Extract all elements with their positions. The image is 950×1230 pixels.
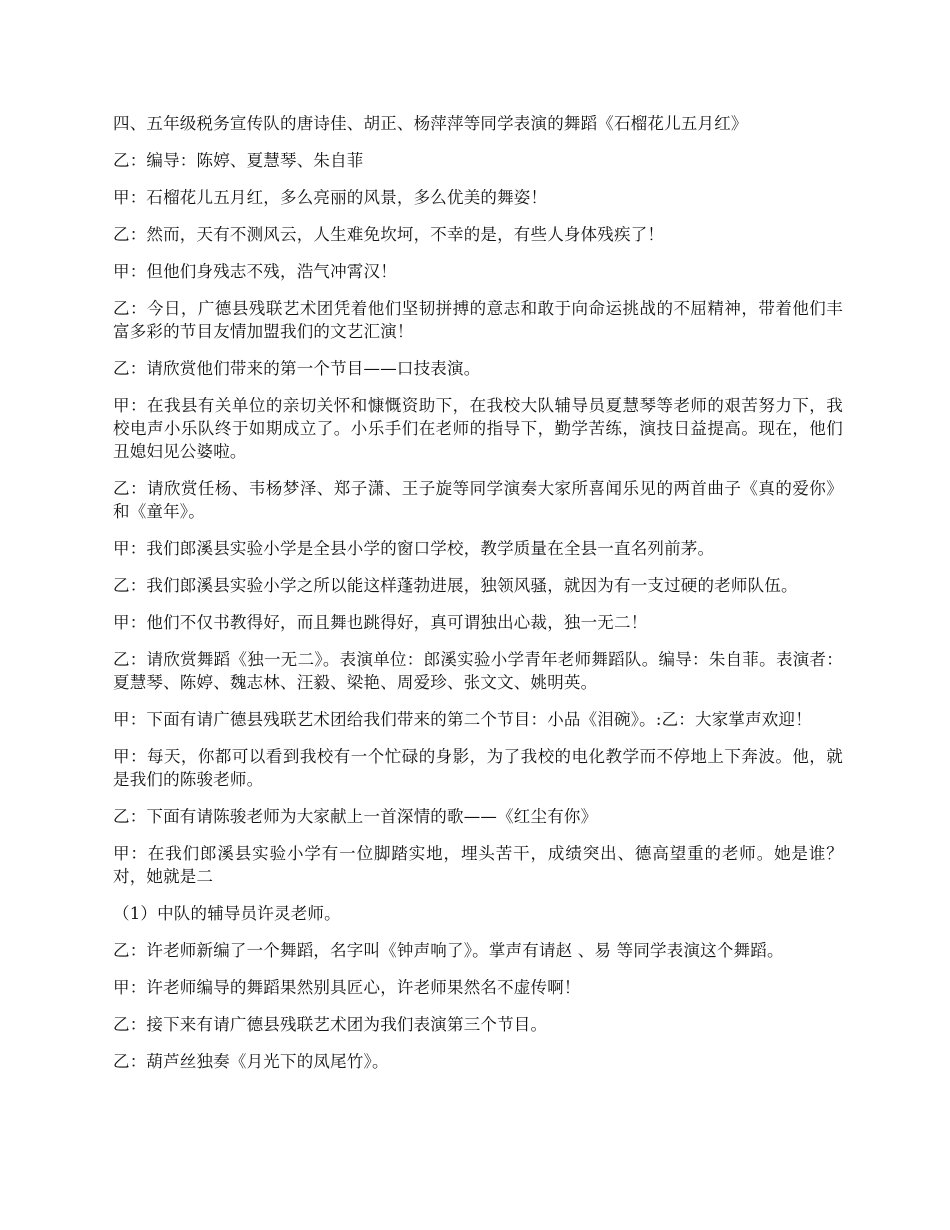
paragraph-10: 甲：我们郎溪县实验小学是全县小学的窗口学校，教学质量在全县一直名列前茅。 bbox=[113, 539, 715, 558]
paragraph-14: 甲：下面有请广德县残联艺术团给我们带来的第二个节目：小品《泪碗》。:乙：大家掌声欢迎！ bbox=[113, 710, 812, 729]
paragraph-7: 乙：请欣赏他们带来的第一个节目——口技表演。 bbox=[113, 359, 481, 378]
paragraph-2: 乙：编导：陈婷、夏慧琴、朱自菲 bbox=[113, 151, 364, 170]
paragraph-20: 甲：许老师编导的舞蹈果然别具匠心，许老师果然名不虚传啊！ bbox=[113, 978, 581, 997]
paragraph-6: 乙：今日，广德县残联艺术团凭着他们坚韧拼搏的意志和敢于向命运挑战的不屈精神，带着他们丰富多彩的节目友情加盟我们的文艺汇演！ bbox=[113, 299, 843, 341]
paragraph-1: 四、五年级税务宣传队的唐诗佳、胡正、杨萍萍等同学表演的舞蹈《石榴花儿五月红》 bbox=[113, 114, 748, 133]
paragraph-3: 甲：石榴花儿五月红，多么亮丽的风景，多么优美的舞姿！ bbox=[113, 188, 548, 207]
paragraph-13: 乙：请欣赏舞蹈《独一无二》。表演单位：郎溪实验小学青年老师舞蹈队。编导：朱自菲。表演者：夏慧琴、陈婷、魏志林、汪毅、梁艳、周爱珍、张文文、姚明英。 bbox=[113, 650, 843, 692]
paragraph-9: 乙：请欣赏任杨、韦杨梦泽、郑子潇、王子旋等同学演奏大家所喜闻乐见的两首曲子《真的爱你》和《童年》。 bbox=[113, 479, 843, 521]
paragraph-4: 乙：然而，天有不测风云，人生难免坎坷，不幸的是，有些人身体残疾了！ bbox=[113, 225, 665, 244]
paragraph-12: 甲：他们不仅书教得好，而且舞也跳得好，真可谓独出心裁，独一无二！ bbox=[113, 613, 648, 632]
paragraph-22: 乙：葫芦丝独奏《月光下的凤尾竹》。 bbox=[113, 1052, 389, 1071]
paragraph-15: 甲：每天，你都可以看到我校有一个忙碌的身影，为了我校的电化教学而不停地上下奔波。他，就是我们的陈骏老师。 bbox=[113, 747, 843, 789]
paragraph-19: 乙：许老师新编了一个舞蹈，名字叫《钟声响了》。掌声有请赵 、易 等同学表演这个舞蹈。 bbox=[113, 941, 784, 960]
paragraph-18: （1）中队的辅导员许灵老师。 bbox=[113, 904, 341, 923]
document-page bbox=[113, 112, 843, 1087]
paragraph-5: 甲：但他们身残志不残，浩气冲霄汉！ bbox=[113, 262, 397, 281]
paragraph-17: 甲：在我们郎溪县实验小学有一位脚踏实地，埋头苦干，成绩突出、德高望重的老师。她是谁？对，她就是二 bbox=[113, 844, 843, 886]
paragraph-11: 乙：我们郎溪县实验小学之所以能这样蓬勃进展，独领风骚，就因为有一支过硬的老师队伍。 bbox=[113, 576, 798, 595]
paragraph-16: 乙：下面有请陈骏老师为大家献上一首深情的歌——《红尘有你》 bbox=[113, 807, 598, 826]
paragraph-8: 甲：在我县有关单位的亲切关怀和慷慨资助下，在我校大队辅导员夏慧琴等老师的艰苦努力下，我校电声小乐队终于如期成立了。小乐手们在老师的指导下，勤学苦练，演技日益提高。现在，他们丑媳妇见公婆啦。 bbox=[113, 396, 843, 461]
paragraph-21: 乙：接下来有请广德县残联艺术团为我们表演第三个节目。 bbox=[113, 1015, 548, 1034]
